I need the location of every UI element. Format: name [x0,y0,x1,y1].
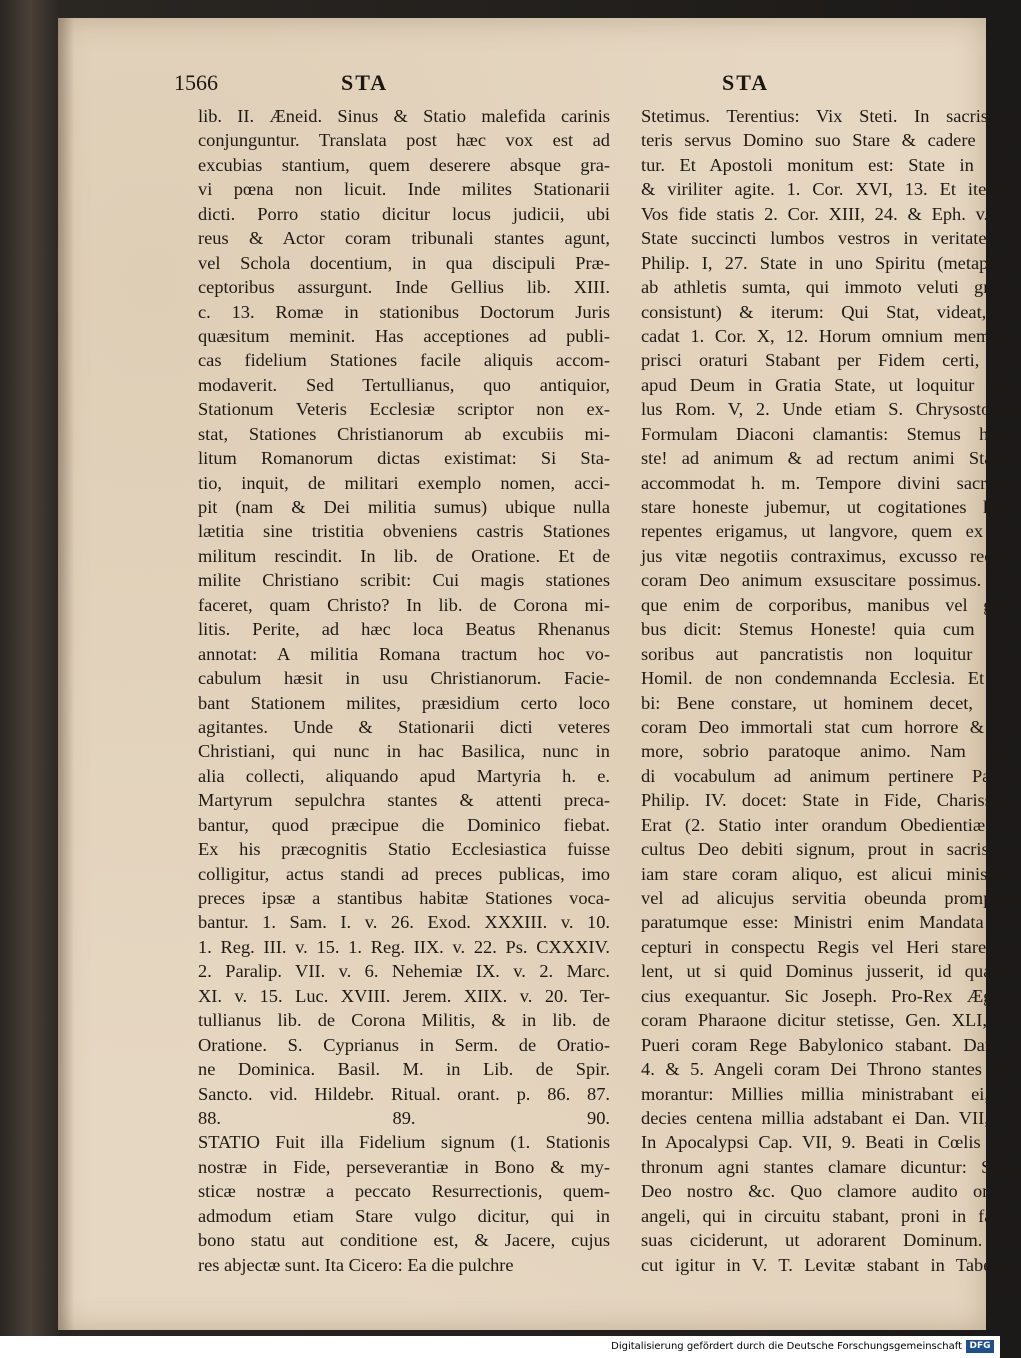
text-line: bantur. 1. Sam. I. v. 26. Exod. XXXIII. v. 10. [198,912,610,933]
text-line: quæsitum meminit. Has acceptiones ad publi- [198,325,610,346]
text-line: admodum etiam Stare vulgo dicitur, qui in [198,1205,610,1226]
text-line: State succincti lumbos vestros in veritate. Et [641,228,1021,249]
text-line: tur. Et Apostoli monitum est: State in Fide [641,154,1021,175]
text-line: stat, Stationes Christianorum ab excubiis mi- [198,423,610,444]
text-line: Stationum Veteris Ecclesiæ scriptor non ex- [198,399,610,420]
text-line: tio, inquit, de militari exemplo nomen, acci- [198,472,610,493]
text-line: iam stare coram aliquo, est alicui ministrare [641,863,1021,884]
text-line: litis. Perite, ad hæc loca Beatus Rhenanus [198,619,610,640]
text-line: more, sobrio paratoque animo. Nam stan- [641,741,1021,762]
text-line: coram Deo animum exsuscitare possimus. Ne- [641,570,1021,591]
text-line: res abjectæ sunt. Ita Cicero: Ea die pulchre [198,1254,514,1275]
text-line: tullianus lib. de Corona Militis, & in lib. de [198,1010,610,1031]
text-line: agitantes. Unde & Stationarii dicti veteres [198,716,610,737]
text-line: colligitur, actus standi ad preces publicas, imo [198,863,610,884]
text-line: Erat (2. Statio inter orandum Obedientiæ vel [641,814,1021,835]
text-line: Pueri coram Rege Babylonico stabant. Dan. I, [641,1034,1021,1055]
text-line: excubias stantium, quem deserere absque gra- [198,154,610,175]
text-line: pit (nam & Dei militia sumus) ubique nulla [198,497,610,517]
text-line: ne Dominica. Basil. M. in Lib. de Spir. [198,1059,610,1080]
text-line: cultus Deo debiti signum, prout in sacris et- [641,839,1021,860]
text-line: repentes erigamus, ut langvore, quem ex hu- [641,521,1021,542]
text-line: jus vitæ negotiis contraximus, excusso rectum [641,545,1021,566]
text-line: que enim de corporibus, manibus vel geni- [641,594,1021,615]
left-running-head: STA [341,70,389,95]
text-line: lib. II. Æneid. Sinus & Statio malefida carinis [198,106,610,126]
text-line: soribus aut pancratistis non loquitur &c. [641,643,1021,664]
text-line: consistunt) & iterum: Qui Stat, videat, ne [641,301,1021,322]
text-line: modaverit. Sed Tertullianus, quo antiquior, [198,374,610,395]
text-line: bono statu aut conditione est, & Jacere, cujus [198,1230,610,1251]
text-line: c. 13. Romæ in stationibus Doctorum Juris [198,301,610,322]
text-line: conjunguntur. Translata post hæc vox est ad [198,130,610,151]
text-line: annotat: A militia Romana tractum hoc vo- [198,643,610,664]
page-number: 1566 [174,70,218,95]
text-line: bantur, quod præcipue die Dominico fiebat. [198,814,610,835]
text-line: vel Schola docentium, in qua discipuli Præ- [198,252,610,273]
text-line: Vos fide statis 2. Cor. XIII, 24. & Eph. v. 14. [641,203,1021,224]
text-line: alia collecti, aliquando apud Martyria h. e. [198,765,610,786]
text-line: 88. 89. 90. [198,1107,610,1128]
text-line: Philip. IV. docet: State in Fide, Charissimi. [641,790,1021,811]
right-text-column [641,104,1021,1301]
text-line: Christiani, qui nunc in hac Basilica, nunc in [198,741,610,762]
text-line: stare honeste jubemur, ut cogitationes humi [641,497,1021,517]
text-line: bant Stationem milites, præsidium certo loco [198,692,610,713]
text-line: nostræ in Fide, perseverantiæ in Bono & my- [198,1156,610,1177]
text-line: lus Rom. V, 2. Unde etiam S. Chrysostomus [641,399,1021,420]
text-line: dicti. Porro statio dicitur locus judicii, ubi [198,203,610,224]
text-line: militum rescindit. In lib. de Oratione. Et de [198,545,610,566]
text-line: cas fidelium Stationes facile aliquis accom- [198,350,610,371]
book-page [58,18,1021,1330]
text-line: decies centena millia adstabant ei Dan. VII, 10. [641,1107,1021,1128]
text-line: milite Christiano scribit: Cui magis stationes [198,570,610,591]
text-line: ab athletis sumta, qui immoto veluti gressu [641,277,1021,298]
text-line: ceptoribus assurgunt. Inde Gellius lib. XIII. [198,277,610,298]
text-line: Martyrum sepulchra stantes & attenti preca- [198,790,610,811]
gutter-shadow [58,18,74,1330]
text-line: suas ciciderunt, ut adorarent Dominum. Si- [641,1230,1021,1251]
text-line: reus & Actor coram tribunali stantes agunt, [198,228,610,249]
text-line: Philip. I, 27. State in uno Spiritu (metaphora [641,252,1021,273]
text-line: vel ad alicujus servitia obeunda promptum [641,888,1021,908]
text-line: morantur: Millies millia ministrabant ei, & [641,1083,1021,1104]
text-line: litum Romanorum dictas existimat: Si Sta- [198,448,610,469]
text-line: lent, ut si quid Dominus jusserit, id quanto- [641,961,1021,982]
text-line: cius exequantur. Sic Joseph. Pro-Rex Ægypti [641,985,1021,1006]
text-line: thronum agni stantes clamare dicuntur: Salus [641,1156,1021,1177]
text-line: coram Pharaone dicitur stetisse, Gen. XLI, 46. [641,1010,1021,1031]
text-line: cadat 1. Cor. X, 12. Horum omnium memores [641,325,1021,346]
text-line: preces ipsæ a stantibus habitæ Stationes voca- [198,888,610,908]
text-line: accommodat h. m. Tempore divini sacrificii [641,472,1021,493]
text-line: cepturi in conspectu Regis vel Heri stare so- [641,936,1021,957]
text-line: Stetimus. Terentius: Vix Steti. In sacris li- [641,106,1021,126]
funding-credit: Digitalisierung gefördert durch die Deutsche Forschungsgemeinschaft [611,1341,962,1352]
text-line: apud Deum in Gratia State, ut loquitur Pau- [641,374,1021,395]
text-line: culo [989,1279,1021,1299]
text-line: di vocabulum ad animum pertinere Paulus [641,765,1021,786]
text-line: Ex his præcognitis Statio Ecclesiastica fuisse [198,839,610,860]
text-line: cut igitur in V. T. Levitæ stabant in Taberna- [641,1254,1021,1275]
text-line: ste! ad animum & ad rectum animi Statum [641,448,1021,469]
footer-bar [0,1336,1000,1358]
text-line: XI. v. 15. Luc. XVIII. Jerem. XIIX. v. 20. Ter- [198,985,610,1006]
dfg-logo: DFG [966,1340,994,1353]
text-line: Homil. de non condemnanda Ecclesia. Et ali- [641,668,1021,689]
text-line: faceret, quam Christo? In lib. de Corona mi- [198,594,610,615]
text-line: prisci oraturi Stabant per Fidem certi, sed [641,350,1021,371]
text-line: bus dicit: Stemus Honeste! quia cum cur- [641,619,1021,640]
text-line: Deo nostro &c. Quo clamore audito omnes [641,1181,1021,1202]
text-line: 1. Reg. III. v. 15. 1. Reg. IIX. v. 22. Ps. CXXXIV. [198,936,610,957]
text-line: & viriliter agite. 1. Cor. XVI, 13. Et iterum: [641,179,1021,200]
text-line: In Apocalypsi Cap. VII, 9. Beati in Cœlis ante [641,1132,1021,1153]
text-line: coram Deo immortali stat cum horrore & tre- [641,716,1021,737]
text-line: Sancto. vid. Hildebr. Ritual. orant. p. 86. 87. [198,1083,610,1104]
text-line: angeli, qui in circuitu stabant, proni in facies [641,1205,1021,1226]
left-text-column [198,104,610,1277]
text-line: STATIO Fuit illa Fidelium signum (1. Stationis [198,1132,610,1153]
text-line: Formulam Diaconi clamantis: Stemus hone- [641,423,1021,444]
text-line: bi: Bene constare, ut hominem decet, quia [641,692,1021,713]
right-running-head: STA [722,70,770,95]
text-line: Oratione. S. Cyprianus in Serm. de Oratio- [198,1034,610,1055]
text-line: lætitia sine tristitia obveniens castris Stationes [198,521,610,542]
text-line: 4. & 5. Angeli coram Dei Throno stantes me- [641,1059,1021,1080]
text-line: cabulum hæsit in usu Christianorum. Facie- [198,668,610,689]
text-line: teris servus Domino suo Stare & cadere dici- [641,130,1021,151]
running-header [58,70,986,106]
text-line: 2. Paralip. VII. v. 6. Nehemiæ IX. v. 2. Marc. [198,961,610,982]
text-line: sticæ nostræ a peccato Resurrectionis, quem- [198,1181,610,1202]
text-line: paratumque esse: Ministri enim Mandata ac- [641,912,1021,933]
text-line: vi pœna non licuit. Inde milites Stationarii [198,179,610,200]
